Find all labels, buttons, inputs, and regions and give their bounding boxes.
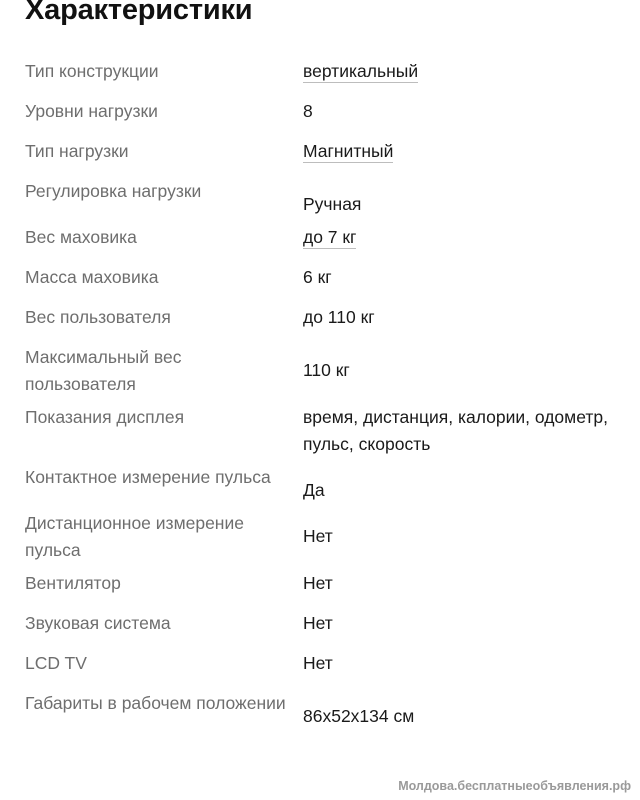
spec-row: [0, 398, 640, 458]
spec-row: [0, 52, 640, 92]
spec-value: Нет: [303, 613, 333, 633]
spec-row: [0, 338, 640, 398]
spec-row: [0, 218, 640, 258]
spec-row: [0, 458, 640, 504]
spec-value[interactable]: [303, 52, 640, 85]
spec-label: Масса маховика: [25, 267, 159, 287]
spec-label: LCD TV: [25, 653, 87, 673]
spec-label: Вес пользователя: [25, 307, 171, 327]
spec-row: [0, 564, 640, 604]
spec-value-link[interactable]: до 7 кг: [303, 227, 357, 247]
spec-label: Уровни нагрузки: [25, 101, 158, 121]
spec-row: [0, 684, 640, 730]
spec-label: Контактное измерение пульса: [25, 467, 271, 487]
spec-value: Нет: [303, 573, 333, 593]
spec-label: Вес маховика: [25, 227, 137, 247]
spec-row: [0, 258, 640, 298]
spec-value: 110 кг: [303, 360, 350, 380]
spec-value: до 110 кг: [303, 307, 375, 327]
spec-row: [0, 92, 640, 132]
spec-value: Ручная: [303, 194, 362, 214]
spec-value[interactable]: [303, 218, 640, 251]
spec-value: Нет: [303, 526, 333, 546]
spec-value-link[interactable]: Магнитный: [303, 141, 394, 161]
spec-label: Дистанционное измерение пульса: [25, 513, 244, 560]
spec-value: 8: [303, 101, 313, 121]
watermark: Молдова.бесплатныеобъявления.рф: [398, 779, 631, 793]
spec-row: [0, 298, 640, 338]
spec-label: Габариты в рабочем положении: [25, 693, 286, 713]
spec-row: [0, 604, 640, 644]
page-title: Характеристики: [25, 0, 253, 26]
spec-label: Звуковая система: [25, 613, 171, 633]
spec-row: [0, 504, 640, 564]
spec-row: [0, 132, 640, 172]
spec-value[interactable]: [303, 132, 640, 165]
spec-label: Максимальный вес пользователя: [25, 347, 182, 394]
spec-value: время, дистанция, калории, одометр, пульс, скорость: [303, 407, 608, 454]
spec-row: [0, 644, 640, 684]
spec-label: Вентилятор: [25, 573, 121, 593]
spec-value: Да: [303, 480, 325, 500]
spec-label: Тип конструкции: [25, 61, 159, 81]
spec-label: Регулировка нагрузки: [25, 181, 202, 201]
spec-value: 86x52x134 см: [303, 706, 415, 726]
spec-value: Нет: [303, 653, 333, 673]
spec-value-link[interactable]: вертикальный: [303, 61, 419, 81]
spec-label: Показания дисплея: [25, 407, 185, 427]
spec-row: [0, 172, 640, 218]
spec-value: 6 кг: [303, 267, 332, 287]
spec-label: Тип нагрузки: [25, 141, 129, 161]
specifications-table: [0, 52, 640, 730]
